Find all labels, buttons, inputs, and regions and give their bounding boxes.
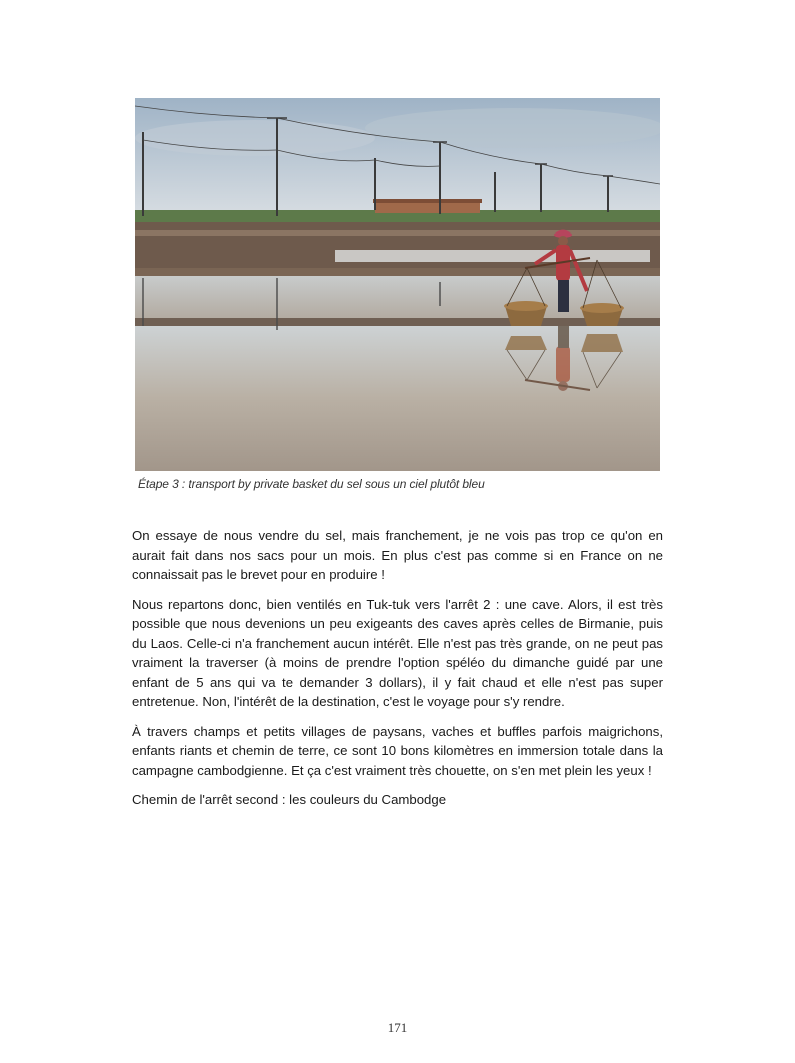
paragraph: À travers champs et petits villages de paysans, vaches et buffles parfois maigrichons, enfants riants et chemin de terre, ce sont 10 bons kilomètres en immersion totale dans la campagne cambodgienne. Et ça c'est vraiment très chouette, on s'en met plein les yeux ! [132, 723, 663, 778]
paragraph: Nous repartons donc, bien ventilés en Tuk-tuk vers l'arrêt 2 : une cave. Alors, il est très possible que nous devenions un peu exigeants des caves après celles de Birmanie, puis du Laos. Celle-ci n'a franchement aucun intérêt. Elle n'est pas très grande, on ne peut pas vraiment la traverser (à moins de prendre l'option spéléo du dimanche guidé par une enfant de 5 ans qui va te demander 3 dollars), il y fait chaud et elle n'est pas super entretenue. Non, l'intérêt de la destination, c'est le voyage pour s'y rendre. [132, 596, 663, 709]
paragraph: On essaye de nous vendre du sel, mais franchement, je ne vois pas trop ce qu'on en aurait fait dans nos sacs pour un mois. En plus c'est pas comme si en France on ne connaissait pas le brevet pour en produire ! [132, 528, 663, 582]
section-heading: Chemin de l'arrêt second : les couleurs du Cambodge [132, 792, 447, 807]
article-body [132, 526, 663, 820]
figure-caption: Étape 3 : transport by private basket du sel sous un ciel plutôt bleu [138, 477, 485, 491]
page-number: 171 [387, 1020, 408, 1035]
salt-field-photo [135, 98, 660, 471]
